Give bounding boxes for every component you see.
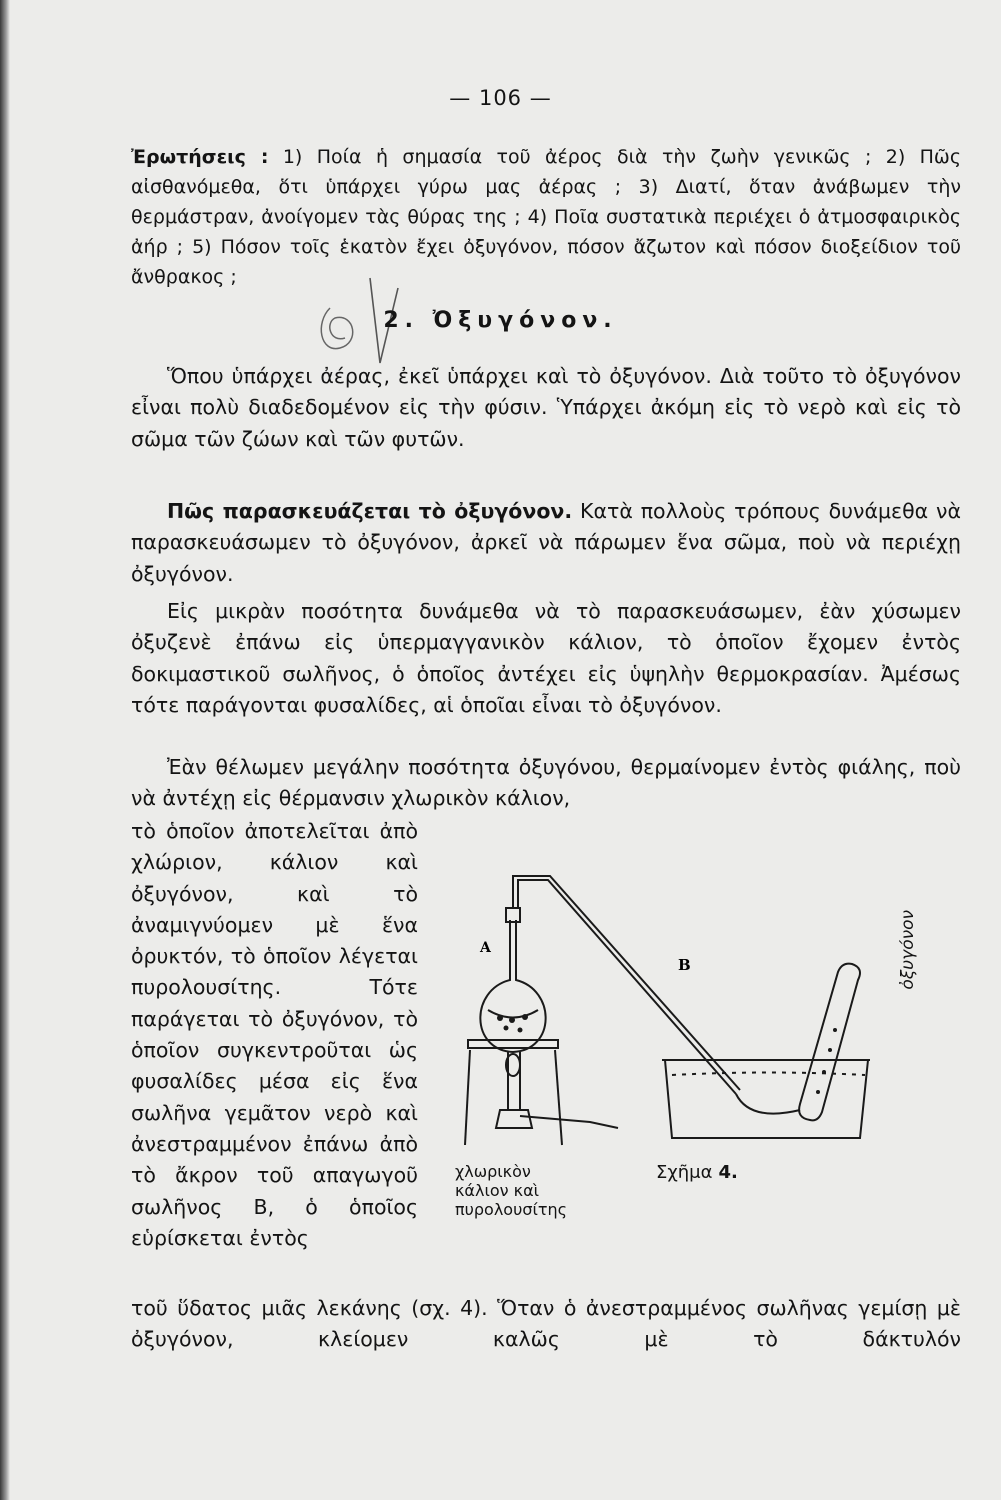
- paragraph-large-quantity-wrapped: τὸ ὁποῖον ἀποτελεῖται ἀπὸ χλώριον, κάλιον καὶ ὀξυγόνον, καὶ τὸ ἀναμιγνύομεν μὲ ἕνα ὀρυκτόν, τὸ ὁποῖον λέγεται πυρολουσίτης. Τότε παράγεται τὸ ὀξυγόνον, τὸ ὁποῖον συγκεντροῦται ὡς φυσαλίδες μέσα εἰς ἕνα σωλῆνα γεμᾶτον νερὸ καὶ ἀνεστραμμένον ἐπάνω ἀπὸ τὸ ἄκρον τοῦ απαγωγοῦ σωλῆνος Β, ὁ ὁποῖος εὑρίσκεται ἐντὸς: [131, 819, 418, 1250]
- paragraph-small-quantity: Εἰς μικρὰν ποσότητα δυνάμεθα νὰ τὸ παρασκευάσωμεν, ἐὰν χύσωμεν ὀξυζενὲ ἐπάνω εἰς ὑπερμαγγανικὸν κάλιον, τὸ ὁποῖον ἔχομεν ἐντὸς δοκιμαστικοῦ σωλῆνος, ὁ ὁποῖος ἀντέχει εἰς ὑψηλὴν θερμοκρασίαν. Ἀμέσως τότε παράγονται φυσαλίδες, αἱ ὁποῖαι εἶναι τὸ ὀξυγόνον.: [131, 599, 961, 717]
- apparatus-illustration: [440, 860, 890, 1160]
- figure-oxygen-apparatus: [440, 860, 890, 1160]
- questions-block: [131, 142, 961, 292]
- section-title: Ὀξυγόνον.: [432, 308, 618, 333]
- page-number: — 106 —: [449, 86, 552, 110]
- paragraph-preparation-text: Κατὰ πολλοὺς τρόπους δυνάμεθα νὰ παρασκευάσωμεν τὸ ὀξυγόνον, ἀρκεῖ νὰ πάρωμεν ἕνα σῶμα, ποὺ νὰ περιέχῃ ὀξυγόνον.: [131, 499, 961, 586]
- section-number: 2.: [383, 308, 419, 333]
- paragraph-preparation: [131, 496, 961, 590]
- paragraph-intro: Ὅπου ὑπάρχει ἀέρας, ἐκεῖ ὑπάρχει καὶ τὸ ὀξυγόνον. Διὰ τοῦτο τὸ ὀξυγόνον εἶναι πολὺ διαδεδομένον εἰς τὴν φύσιν. Ὑπάρχει ἀκόμη εἰς τὸ νερὸ καὶ εἰς τὸ σῶμα τῶν ζώων καὶ τῶν φυτῶν.: [131, 364, 961, 451]
- questions-text: 1) Ποία ἡ σημασία τοῦ ἀέρος διὰ τὴν ζωὴν γενικῶς ; 2) Πῶς αἰσθανόμεθα, ὅτι ὑπάρχει γύρω μας ἀέρας ; 3) Διατί, ὅταν ἀνάβωμεν τὴν θερμάστραν, ἀνοίγομεν τὰς θύρας της ; 4) Ποῖα συστατικὰ περιέχει ὁ ἀτμοσφαιρικὸς ἀήρ ; 5) Πόσον τοῖς ἑκατὸν ἔχει ὀξυγόνον, πόσον ἄζωτον καὶ πόσον διοξείδιον τοῦ ἄνθρακος ;: [131, 146, 961, 288]
- paragraph-preparation-heading: Πῶς παρασκευάζεται τὸ ὀξυγόνον.: [167, 499, 573, 523]
- questions-lead: Ἐρωτήσεις :: [131, 146, 269, 168]
- caption-line: κάλιον καὶ: [455, 1181, 540, 1200]
- figure-side-label: ὀξυγόνον: [898, 910, 918, 990]
- figure-caption-word: Σχῆμα: [656, 1162, 713, 1183]
- figure-label-a: A: [480, 940, 491, 956]
- paragraph-large-quantity: Ἐὰν θέλωμεν μεγάλην ποσότητα ὀξυγόνου, θερμαίνομεν ἐντὸς φιάλης, ποὺ νὰ ἀντέχῃ εἰς θέρμανσιν χλωρικὸν κάλιον,: [131, 755, 961, 811]
- figure-caption-number: 4.: [718, 1162, 738, 1183]
- caption-line: χλωρικὸν: [455, 1162, 531, 1181]
- figure-caption: [656, 1162, 738, 1183]
- paragraph-large-quantity-end: τοῦ ὕδατος μιᾶς λεκάνης (σχ. 4). Ὅταν ὁ ἀνεστραμμένος σωλῆνας γεμίσῃ μὲ ὀξυγόνον, κλείομεν καλῶς μὲ τὸ δάκτυλόν: [131, 1296, 961, 1352]
- page-binding-edge: [0, 0, 10, 1500]
- section-heading: [0, 308, 1001, 333]
- figure-label-b: B: [678, 956, 691, 974]
- figure-caption-left: [455, 1162, 615, 1219]
- caption-line: πυρολουσίτης: [455, 1200, 568, 1219]
